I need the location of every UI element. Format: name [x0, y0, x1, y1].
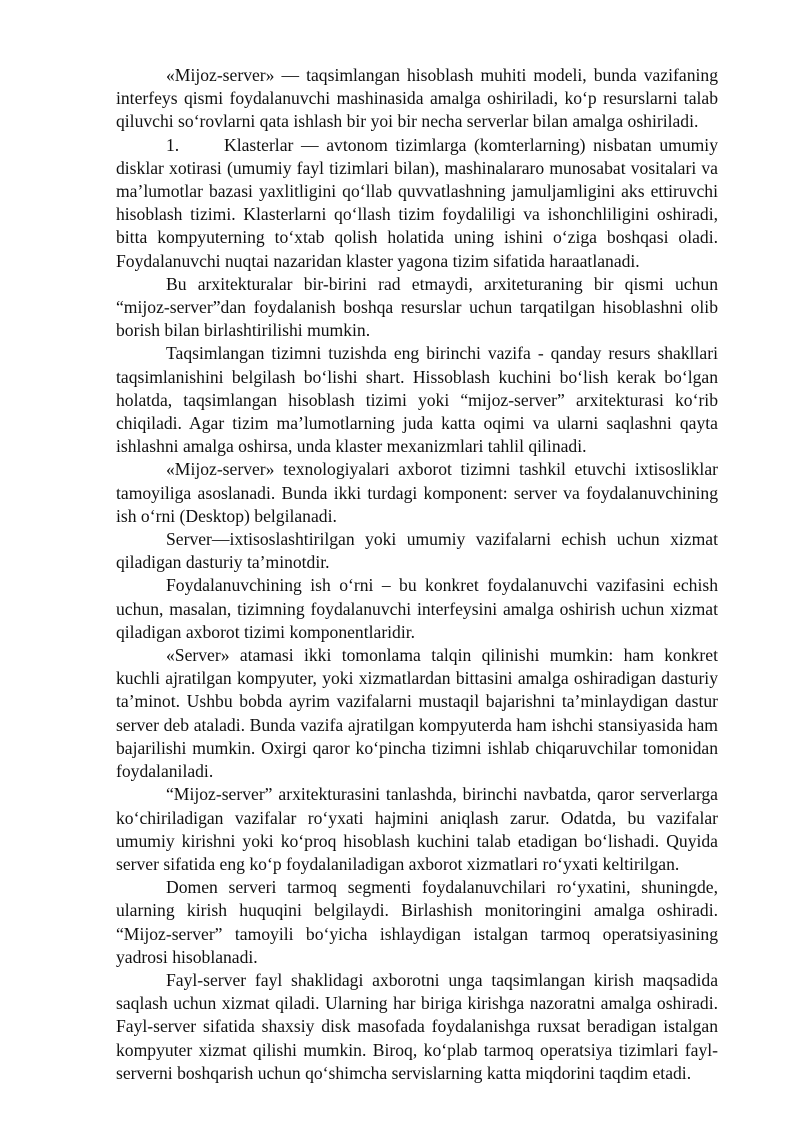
- list-number: 1.: [166, 134, 180, 155]
- paragraph-server-term: «Server» atamasi ikki tomonlama talqin qilinishi mumkin: ham konkret kuchli ajratilgan kompyuter, yoki xizmatlardan bittasini amalga oshiradigan dasturiy ta’minot. Ushbu bobda ayrim vazifalarni mustaqil bajarishni ta’minlaydigan dastur server deb ataladi. Bunda vazifa ajratilgan kompyuterda ham ishchi stansiyasida ham bajarilishi mumkin. Oxirgi qaror ko‘pincha tizimni ishlab chiqaruvchilar tomonidan foydalaniladi.: [116, 645, 718, 782]
- list-item-text: Klasterlar — avtonom tizimlarga (komterlarning) nisbatan umumiy disklar xotirasi (umumiy fayl tizimlari bilan), mashinalararo munosabat vositalari va ma’lumotlar bazasi yaxlitligini qo‘llab quvvatlashning jamuljamligini aks ettiruvchi hisoblash tizimi. Klasterlarni qo‘llash tizim foydaliligi va ishonchliligini oshiradi, bitta kompyuterning to‘xtab qolish holatida uning ishini o‘ziga boshqasi oladi. Foydalanuvchi nuqtai nazaridan klaster yagona tizim sifatida haraatlanadi.: [116, 134, 718, 271]
- paragraph-server-definition: Server—ixtisoslashtirilgan yoki umumiy vazifalarni echish uchun xizmat qiladigan dasturiy ta’minotdir.: [116, 529, 718, 573]
- paragraph-mijoz-server-definition: «Mijoz-server» — taqsimlangan hisoblash muhiti modeli, bunda vazifaning interfeys qismi foydalanuvchi mashinasida amalga oshiriladi, ko‘p resurslarni talab qiluvchi so‘rovlarni qata ishlash bir yoi bir necha serverlar bilan amalga oshiriladi.: [116, 65, 718, 132]
- paragraph-domain-server: Domen serveri tarmoq segmenti foydalanuvchilari ro‘yxatini, shuningde, ularning kirish huquqini belgilaydi. Birlashish monitoringini amalga oshiradi. “Mijoz-server” tamoyili bo‘yicha ishlaydigan istalgan tarmoq operatsiyasining yadrosi hisoblanadi.: [116, 877, 718, 967]
- paragraph-architectures: Bu arxitekturalar bir-birini rad etmaydi, arxiteturaning bir qismi uchun “mijoz-server”dan foydalanish boshqa resurslar uchun tarqatilgan hisoblashni olib borish bilan birlashtirilishi mumkin.: [116, 273, 718, 341]
- paragraph-technologies: «Mijoz-server» texnologiyalari axborot tizimni tashkil etuvchi ixtisosliklar tamoyiliga asoslanadi. Bunda ikki turdagi komponent: server va foydalanuvchining ish o‘rni (Desktop) belgilanadi.: [116, 459, 718, 526]
- paragraph-first-task: Taqsimlangan tizimni tuzishda eng birinchi vazifa - qanday resurs shakllari taqsimlanishini belgilash bo‘lishi shart. Hissoblash kuchini bo‘lish kerak bo‘lgan holatda, taqsimlangan hisoblash tizimi yoki “mijoz-server” arxitekturasi ko‘rib chiqiladi. Agar tizim ma’lumotlarning juda katta oqimi va ularni saqlashni qayta ishlashni amalga oshirsa, unda klaster mexanizmlari tahlil qilinadi.: [116, 343, 718, 457]
- paragraph-workstation-definition: Foydalanuvchining ish o‘rni – bu konkret foydalanuvchi vazifasini echish uchun, masalan, tizimning foydalanuvchi interfeysini amalga oshirish uchun xizmat qiladigan axborot tizimi komponentlaridir.: [116, 575, 718, 642]
- paragraph-architecture-choice: “Mijoz-server” arxitekturasini tanlashda, birinchi navbatda, qaror serverlarga ko‘chiriladigan vazifalar ro‘yxati hajmini aniqlash zarur. Odatda, bu vazifalar umumiy kirishni yoki ko‘proq hisoblash kuchini talab etadigan bo‘lishadi. Quyida server sifatida eng ko‘p foydalaniladigan axborot xizmatlari ro‘yxati keltirilgan.: [116, 784, 718, 874]
- paragraph-file-server: Fayl-server fayl shaklidagi axborotni unga taqsimlangan kirish maqsadida saqlash uchun xizmat qiladi. Ularning har biriga kirishga nazoratni amalga oshiradi. Fayl-server sifatida shaxsiy disk masofada foydalanishga ruxsat beradigan istalgan kompyuter xizmat qilishi mumkin. Biroq, ko‘plab tarmoq operatsiya tizimlari fayl-serverni boshqarish uchun qo‘shimcha servislarning katta miqdorini taqdim etadi.: [116, 969, 718, 1083]
- list-item-klasterlar: [116, 134, 718, 273]
